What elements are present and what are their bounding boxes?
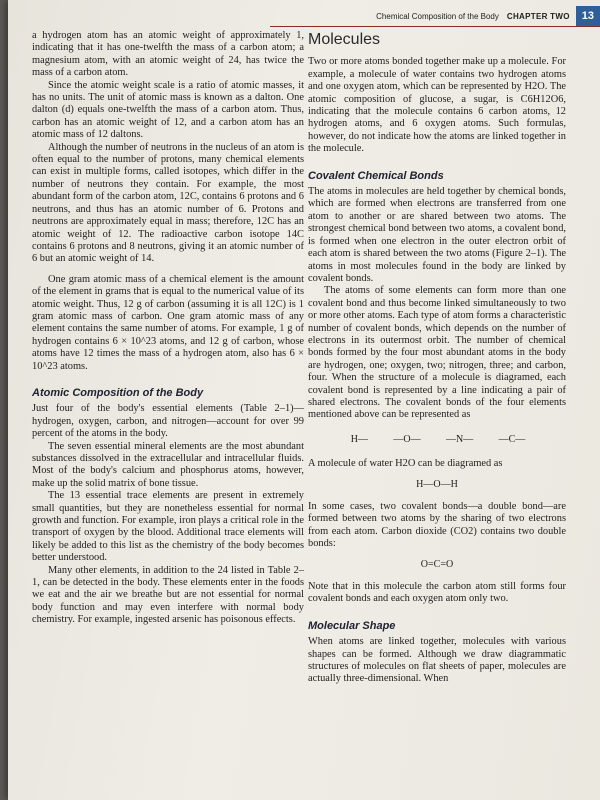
section-heading: Atomic Composition of the Body bbox=[32, 386, 204, 399]
water-formula: H—O—H bbox=[416, 478, 458, 490]
paragraph: a hydrogen atom has an atomic weight of approximately 1, indicating that it has one-twelfth the mass of a carbon atom; a magnesium atom, with an atomic weight of 24, has twice the mass of a carbon atom. bbox=[32, 30, 304, 79]
bond-oxygen: —O— bbox=[393, 433, 421, 445]
bond-nitrogen: —N— bbox=[445, 433, 474, 445]
paragraph: One gram atomic mass of a chemical element is the amount of the element in grams that is equal to the numerical value of its atomic weight. Thus, 12 g of carbon (assuming it is all 12C) is 1 gram atomic mass of carbon. One gram atomic mass of any element contains the same number of atoms. For example, 1 g of hydrogen contains 6 × 10^23 atoms, and 12 g of carbon, whose atoms have 12 times the mass of a hydrogen atom, also has 6 × 10^23 atoms. bbox=[32, 273, 304, 372]
subsection-heading: Molecular Shape bbox=[308, 619, 396, 632]
bond-hydrogen: H— bbox=[350, 433, 368, 445]
paragraph: Many other elements, in addition to the 24 listed in Table 2–1, can be detected in the body. These elements enter in the foods we eat and the air we breathe but are not essential for normal body function and may even interfere with normal body chemistry. For example, ingested arsenic has poisonous effects. bbox=[32, 564, 304, 626]
paragraph: The 13 essential trace elements are present in extremely small quantities, but they are nonetheless essential for normal growth and function. For example, iron plays a critical role in the transport of oxygen by the blood. Additional trace elements will likely be added to this list as the chemistry of the body becomes better understood. bbox=[32, 490, 304, 564]
paragraph: A molecule of water H2O can be diagramed as bbox=[308, 458, 503, 470]
paragraph: The seven essential mineral elements are the most abundant substances dissolved in the extracellular and intracellular fluids. Most of the body's calcium and phosphorus atoms, however, make up the solid matrix of bone tissue. bbox=[32, 440, 304, 489]
subsection-heading: Covalent Chemical Bonds bbox=[308, 169, 444, 182]
paragraph: In some cases, two covalent bonds—a double bond—are formed between two atoms by the sharing of two electrons from each atom. Carbon dioxide (CO2) contains two double bonds: bbox=[308, 501, 566, 550]
header-section-title: Chemical Composition of the Body bbox=[376, 11, 499, 21]
paragraph: Since the atomic weight scale is a ratio of atomic masses, it has no units. The unit of atomic mass is known as a dalton. One dalton (d) equals one-twelfth the mass of a carbon atom. Thus, carbon has an atomic weight of 12, and a carbon atom has an atomic mass of 12 daltons. bbox=[32, 79, 304, 141]
paragraph: The atoms in molecules are held together by chemical bonds, which are formed when electrons are transferred from one atom to another or are shared between two atoms. The strongest chemical bond between two atoms, a covalent bond, is formed when one electron in the outer electron orbit of each atom is shared between the two atoms (Figure 2–1). The atoms in most molecules found in the body are linked by covalent bonds. bbox=[308, 186, 566, 284]
header-chapter-label: CHAPTER TWO bbox=[506, 11, 570, 21]
page-number: 13 bbox=[576, 6, 600, 26]
paragraph: Two or more atoms bonded together make up a molecule. For example, a molecule of water contains two hydrogen atoms and one oxygen atom, which can be represented by H2O. The atomic composition of glucose, a sugar, is C6H12O6, indicating that the molecule contains 6 carbon atoms, 12 hydrogen atoms, and 6 oxygen atoms. Such formulas, however, do not indicate how the atoms are linked together in the molecule. bbox=[308, 56, 566, 155]
co2-formula: O=C=O bbox=[420, 558, 454, 570]
paragraph: Although the number of neutrons in the nucleus of an atom is often equal to the number of protons, many chemical elements can exist in multiple forms, called isotopes, which differ in the number of neutrons they contain. For example, the most abundant form of the carbon atom, 12C, contains 6 protons and 6 neutrons, and thus has an atomic number of 6. Protons and neutrons are approximately equal in mass; therefore, 12C has an atomic weight of 12. The radioactive carbon isotope 14C contains 6 protons and 8 neutrons, giving it an atomic number of 6 but an atomic weight of 14. bbox=[32, 141, 304, 265]
paragraph: Note that in this molecule the carbon atom still forms four covalent bonds and each oxygen atom only two. bbox=[308, 581, 566, 605]
bond-carbon: —C— bbox=[498, 433, 526, 445]
section-heading: Molecules bbox=[308, 31, 381, 48]
running-header bbox=[270, 6, 600, 27]
paragraph: Just four of the body's essential elements (Table 2–1)—hydrogen, oxygen, carbon, and nitrogen—account for over 99 percent of the atoms in the body. bbox=[32, 403, 304, 440]
book-page bbox=[8, 0, 600, 800]
left-column bbox=[32, 30, 304, 627]
paragraph: When atoms are linked together, molecules with various shapes can be formed. Although we draw diagrammatic structures of molecules on flat sheets of paper, molecules are actually three-dimensional. When bbox=[308, 636, 566, 685]
bond-diagram bbox=[338, 434, 538, 446]
paragraph: The atoms of some elements can form more than one covalent bond and thus become linked simultaneously to two or more other atoms. Each type of atom forms a characteristic number of covalent bonds, which depends on the number of electrons in its outermost orbit. The number of chemical bonds formed by the four most abundant atoms in the body are hydrogen, one; oxygen, two; nitrogen, three; and carbon, four. When the structure of a molecule is diagramed, each covalent bond is represented by a line indicating a pair of shared electrons. The covalent bonds of the four elements mentioned above can be represented as bbox=[308, 285, 566, 421]
right-column bbox=[308, 30, 566, 686]
